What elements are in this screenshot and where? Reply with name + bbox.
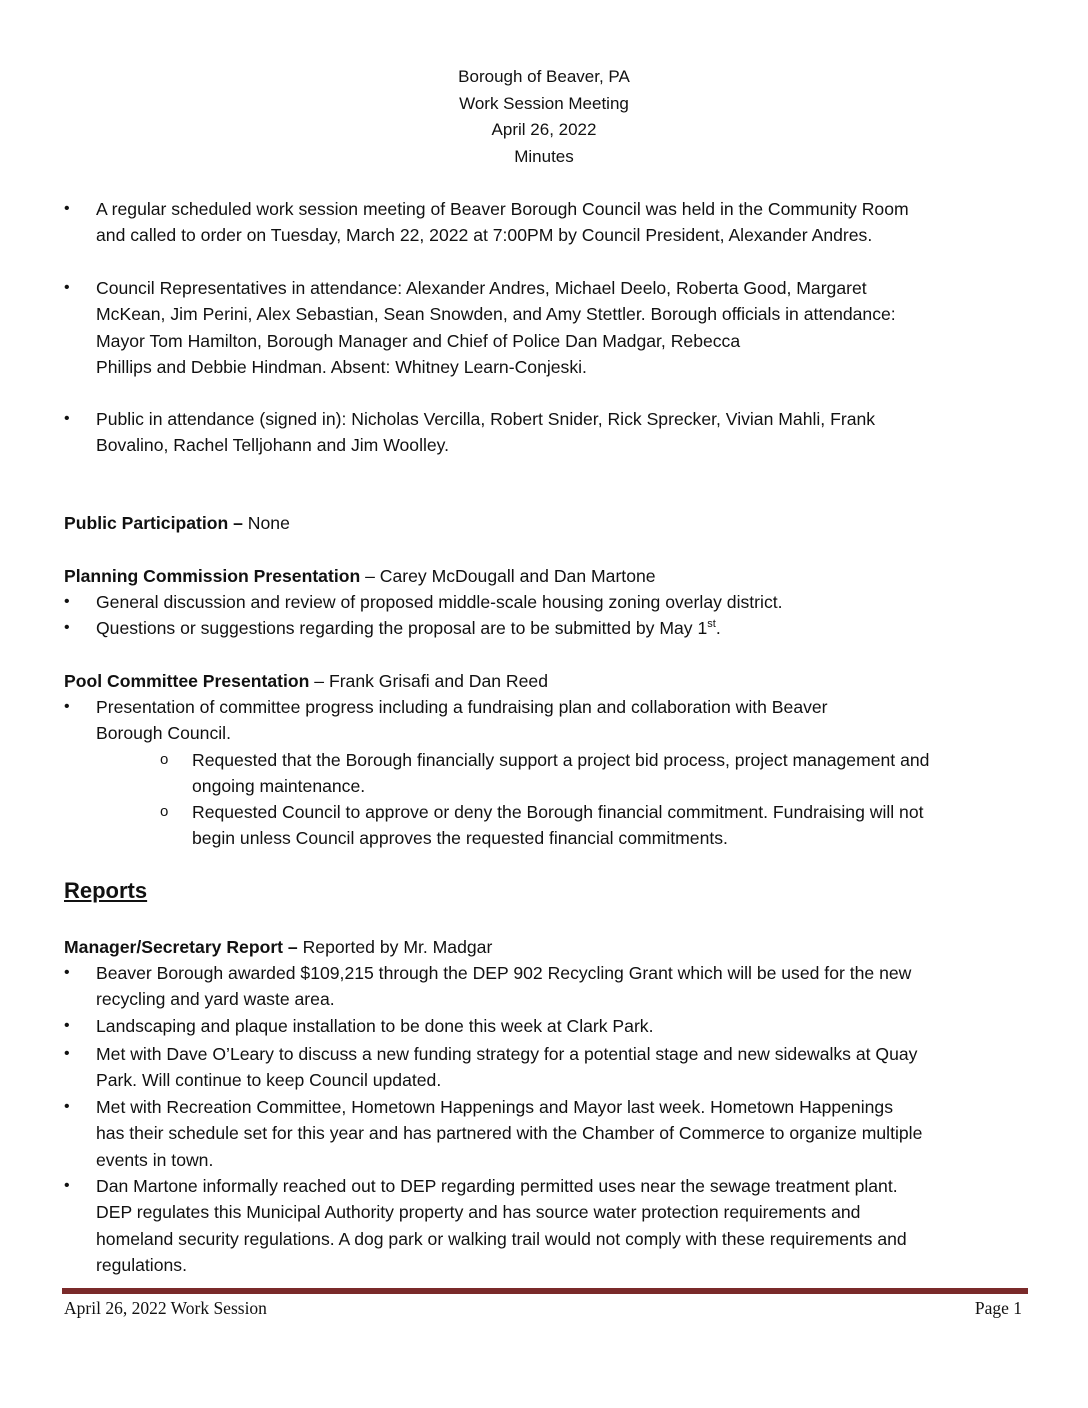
manager-report-reporter: Reported by Mr. Madgar <box>297 937 493 957</box>
footer-page-number: Page 1 <box>974 1298 1022 1318</box>
public-participation-value: None <box>242 513 290 533</box>
manager-item-clark-park: • Landscaping and plaque installation to be done this week at Clark Park. <box>96 1013 1026 1039</box>
reports-heading: Reports <box>64 878 148 903</box>
planning-presenters: – Carey McDougall and Dan Martone <box>360 566 656 586</box>
pool-sub-bullet-commitment: o Requested Council to approve or deny the Borough financial commitment. Fundraising will not begin unless Council approves the requested financial commitments. <box>192 799 1032 852</box>
planning-label: Planning Commission Presentation <box>64 566 361 586</box>
manager-item-recycling-grant: • Beaver Borough awarded $109,215 through the DEP 902 Recycling Grant which will be used for the new recycling and yard waste area. <box>96 960 1026 1013</box>
intro-bullet-public: • Public in attendance (signed in): Nicholas Vercilla, Robert Snider, Rick Sprecker, Vivian Mahli, Frank Bovalino, Rachel Telljohann and Jim Woolley. <box>96 406 1026 459</box>
public-participation-label: Public Participation – <box>64 513 243 533</box>
footer-rule <box>62 1288 1028 1294</box>
planning-bullet-questions: • Questions or suggestions regarding the proposal are to be submitted by May 1st. <box>96 615 1026 641</box>
planning-bullet-discussion: • General discussion and review of proposed middle-scale housing zoning overlay district. <box>96 589 1026 615</box>
manager-report-label: Manager/Secretary Report – <box>64 937 298 957</box>
pool-sub-bullet-support: o Requested that the Borough financially support a project bid process, project management and ongoing maintenance. <box>192 747 1032 800</box>
manager-item-recreation: • Met with Recreation Committee, Hometown Happenings and Mayor last week. Hometown Happenings has their schedule set for this year and has partnered with the Chamber of Commerce to organize multiple events in town. <box>96 1094 1026 1173</box>
pool-bullet-progress: • Presentation of committee progress including a fundraising plan and collaboration with Beaver Borough Council. <box>96 694 1026 747</box>
footer-title: April 26, 2022 Work Session <box>64 1298 267 1318</box>
pool-heading <box>64 668 1024 694</box>
planning-heading <box>64 563 1024 589</box>
pool-label: Pool Committee Presentation <box>64 671 310 691</box>
header-date: April 26, 2022 <box>491 120 597 139</box>
manager-item-dep: • Dan Martone informally reached out to DEP regarding permitted uses near the sewage treatment plant. DEP regulates this Municipal Authority property and has source water protection requirements and homeland security regulations. A dog park or walking trail would not comply with these requirements and regulations. <box>96 1173 1026 1278</box>
manager-item-quay-park: • Met with Dave O’Leary to discuss a new funding strategy for a potential stage and new sidewalks at Quay Park. Will continue to keep Council updated. <box>96 1041 1026 1094</box>
intro-bullet-call-to-order: • A regular scheduled work session meeting of Beaver Borough Council was held in the Community Room and called to order on Tuesday, March 22, 2022 at 7:00PM by Council President, Alexander Andres. <box>96 196 1026 249</box>
header-borough: Borough of Beaver, PA <box>458 67 630 86</box>
intro-bullet-attendance: • Council Representatives in attendance: Alexander Andres, Michael Deelo, Roberta Good, Margaret McKean, Jim Perini, Alex Sebastian, Sean Snowden, and Amy Stettler. Borough officials in attendance: Mayor Tom Hamilton, Borough Manager and Chief of Police Dan Madgar, Rebecca Phillips and Debbie Hindman. Absent: Whitney Learn-Conjeski. <box>96 275 1026 380</box>
pool-presenters: – Frank Grisafi and Dan Reed <box>309 671 548 691</box>
manager-report-heading <box>64 934 1024 960</box>
document-header <box>0 64 1088 170</box>
header-minutes: Minutes <box>514 146 574 166</box>
public-participation <box>64 510 1024 536</box>
header-meeting-type: Work Session Meeting <box>459 93 629 113</box>
